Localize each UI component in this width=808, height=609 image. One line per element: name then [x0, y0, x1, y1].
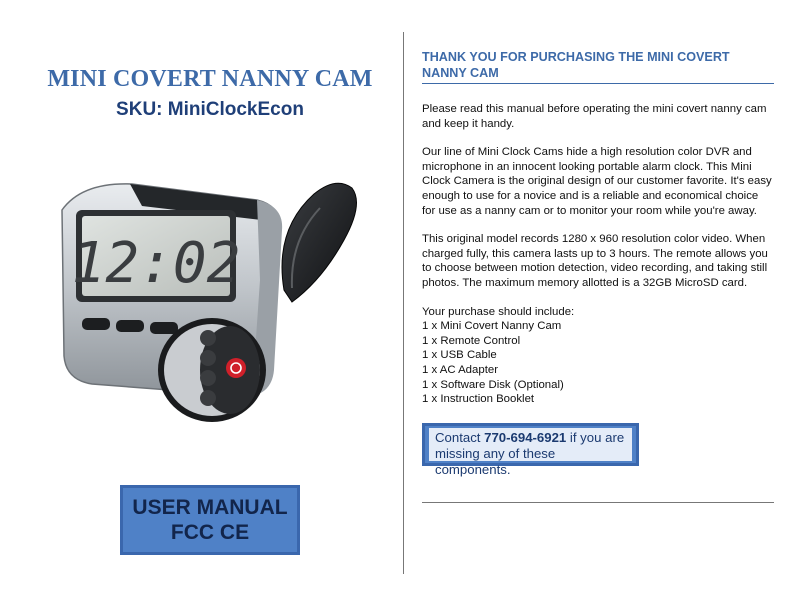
list-item: 1 x Remote Control: [422, 334, 521, 347]
clock-display: 12:02: [71, 231, 241, 296]
intro-paragraph: Please read this manual before operating the mini covert nanny cam and keep it handy.: [422, 103, 767, 130]
product-photo: [52, 170, 382, 430]
list-intro: Your purchase should include:: [422, 305, 575, 318]
list-item: 1 x Instruction Booklet: [422, 393, 535, 406]
document-title: MINI COVERT NANNY CAM: [47, 66, 373, 92]
list-item: 1 x USB Cable: [422, 349, 497, 362]
page-divider: [403, 32, 404, 574]
contact-suffix: if you are missing any of these components.: [435, 430, 625, 477]
package-contents-list: [422, 319, 774, 407]
section-heading: THANK YOU FOR PURCHASING THE MINI COVERT NANNY CAM: [422, 49, 774, 84]
contact-phone: 770-694-6921: [484, 430, 567, 445]
list-item: 1 x Mini Covert Nanny Cam: [422, 320, 562, 333]
user-manual-badge: [120, 485, 300, 555]
specs-paragraph: This original model records 1280 x 960 resolution color video. When charged fully, this camera lasts up to 3 hours. The remote allows you to choose between motion detection, video recording, and taking still photos. The maximum memory allotted is a 32GB MicroSD card.: [422, 233, 768, 289]
remote-control-icon: [158, 318, 266, 422]
description-paragraph: Our line of Mini Clock Cams hide a high resolution color DVR and microphone in an innocent looking portable alarm clock. This Mini Clock Camera is the original design of our customer favorite. It's easy enough to use for a novice and is a reliable and economical choice for use as a nanny cam or to monitor your room while you're away.: [422, 146, 772, 217]
right-page: [422, 49, 774, 407]
list-item: 1 x AC Adapter: [422, 363, 498, 376]
bottom-rule: [422, 502, 774, 503]
list-item: 1 x Software Disk (Optional): [422, 378, 564, 391]
contact-text: [429, 428, 632, 477]
manual-line-2: FCC CE: [170, 521, 250, 544]
sku-label: SKU: MiniClockEcon: [116, 99, 304, 120]
manual-line-1: USER MANUAL: [132, 496, 288, 519]
contact-callout: [422, 423, 639, 477]
contact-prefix: Contact: [435, 430, 485, 445]
